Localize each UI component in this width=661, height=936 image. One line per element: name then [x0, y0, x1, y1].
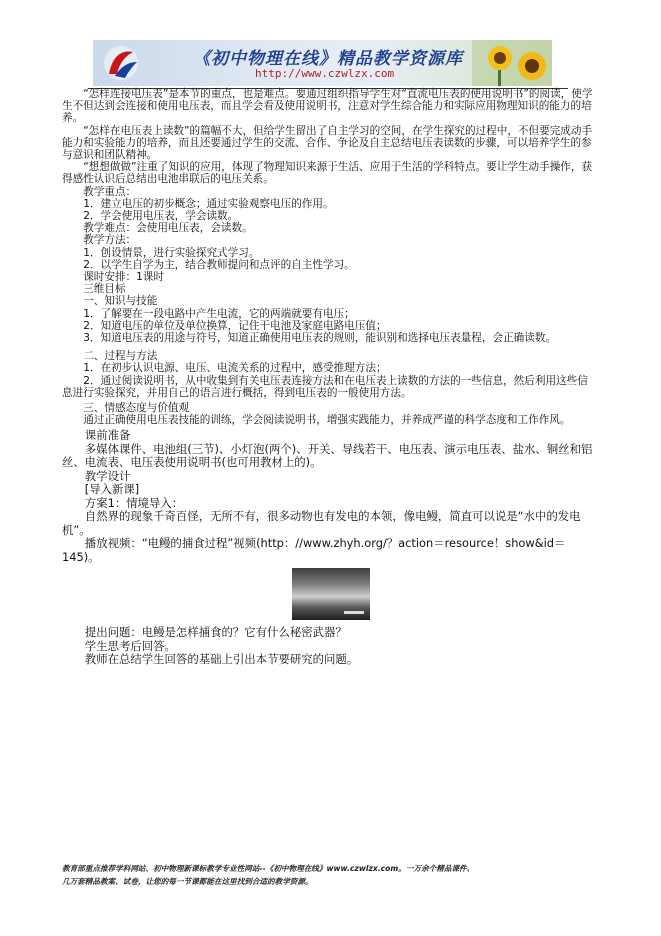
goal-item: 3．知道电压表的用途与符号，知道正确使用电压表的规则，能识别和选择电压表量程，会正确读数。 [83, 332, 557, 345]
teacher-summary-note: 教师在总结学生回答的基础上引出本节要研究的问题。 [84, 652, 359, 667]
video-thumbnail[interactable] [292, 568, 370, 620]
goal-item: 2．通过阅读说明书，从中收集到有关电压表连接方法和在电压表上读数的方法的一些信息，然后利用这些信息进行实验探究，并用自己的语言进行概括，得到电压表的一般使用方法。 [62, 374, 588, 399]
banner-title: 《初中物理在线》精品教学资源库 [193, 49, 463, 69]
intro-paragraph: 自然界的现象千奇百怪，无所不有，很多动物也有发电的本领，像电鳗，简直可以说是“水中的发电机”。 [62, 509, 581, 537]
preparation-materials: 多媒体课件、电池组(三节)、小灯泡(两个)、开关、导线若干、电压表、演示电压表、盐水、铜丝和铝丝、电流表、电压表使用说明书(也可用教材上的)。 [62, 441, 593, 470]
student-answer-note: 学生思考后回答。 [84, 638, 176, 653]
paragraph-think-and-do: “想想做做”注重了知识的应用，体现了物理知识来源于生活、应用于生活的学科特点。要让学生动手操作，获得感性认识后总结出电池串联后的电压关系。 [62, 161, 593, 186]
video-instruction: 播放视频：“电鳗的捕食过程”视频(http：//www.zhyh.org/？action＝resource！show&id＝145)。 [62, 536, 566, 564]
class-hours: 课时安排：1课时 [83, 271, 165, 284]
difficult-points: 教学难点：会使用电压表，会读数。 [83, 222, 253, 235]
goal-item: 1．在初步认识电源、电压、电流关系的过程中，感受推理方法； [83, 362, 387, 375]
document-body [62, 88, 594, 667]
heading-teaching-methods: 教学方法： [83, 234, 137, 247]
heading-key-points: 教学重点： [83, 185, 137, 198]
page-footer [62, 863, 602, 888]
heading-three-dimensional-goals: 三维目标 [83, 283, 126, 296]
footer-line: 教育部重点推荐学科网站、初中物理新课标教学专业性网站--《初中物理在线》www.czwlzx.com。一万余个精品课件、 [62, 864, 475, 873]
heading-new-lesson: [导入新课] [84, 482, 140, 497]
site-logo-icon [101, 44, 141, 82]
question-prompt: 提出问题：电鳗是怎样捕食的？它有什么秘密武器？ [84, 625, 347, 640]
heading-knowledge-skills: 一、知识与技能 [83, 295, 158, 308]
goal-item: 1．了解要在一段电路中产生电流，它的两端就要有电压； [83, 307, 355, 320]
heading-process-methods: 二、过程与方法 [83, 350, 158, 363]
method-item: 1．创设情景，进行实验探究式学习。 [83, 246, 260, 259]
key-point-item: 2．学会使用电压表，学会读数。 [83, 210, 239, 223]
heading-attitude-values: 三、情感态度与价值观 [83, 402, 190, 415]
paragraph-read-voltmeter: “怎样在电压表上读数”的篇幅不大，但给学生留出了自主学习的空间，在学生探究的过程中，不但要完成动手能力和实验能力的培养，而且还要通过学生的交流、合作、争论及自主总结电压表读数的步骤，可以培养学生的参与意识和团队精神。 [62, 124, 593, 162]
method-item: 2．以学生自学为主，结合教师提问和点评的自主性学习。 [83, 258, 355, 271]
heading-teaching-design: 教学设计 [84, 468, 131, 483]
header-banner [93, 40, 552, 86]
banner-url[interactable]: http://www.czwlzx.com [255, 67, 395, 80]
key-point-item: 1．建立电压的初步概念；通过实验观察电压的作用。 [83, 197, 334, 210]
footer-line: 几万套精品教案、试卷，让您的每一节课都能在这里找到合适的教学资源。 [62, 876, 313, 886]
sunflower-icon [472, 40, 552, 86]
goal-item: 2．知道电压的单位及单位换算，记住干电池及家庭电路电压值； [83, 319, 387, 332]
attitude-goal: 通过正确使用电压表技能的训练，学会阅读说明书，增强实践能力，并养成严谨的科学态度和工作作风。 [83, 414, 571, 427]
heading-preparation: 课前准备 [84, 428, 131, 443]
plan-one: 方案1：情境导入： [84, 495, 184, 510]
paragraph-connect-voltmeter: “怎样连接电压表”是本节的重点，也是难点。要通过组织指导学生对“直流电压表的使用说明书”的阅读，使学生不但达到会连接和使用电压表，而且学会看及使用说明书，注意对学生综合能力和实际应用物理知识的能力的培养。 [62, 88, 593, 125]
